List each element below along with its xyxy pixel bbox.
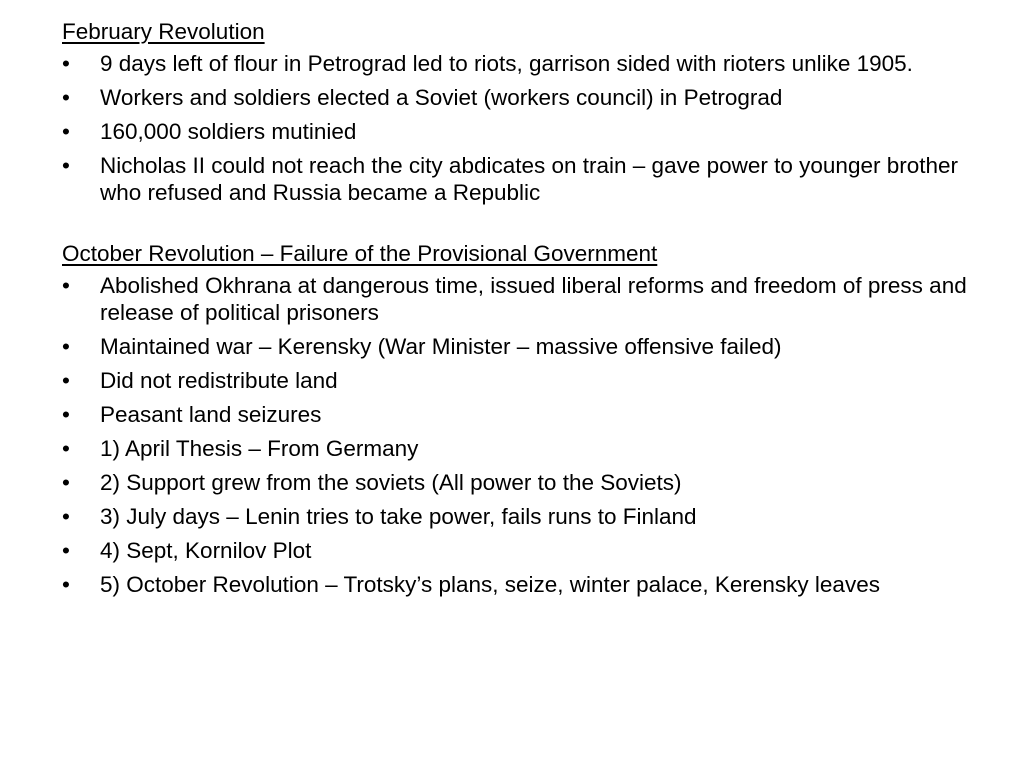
list-item: [62, 537, 972, 564]
list-item: [62, 272, 972, 326]
bullet-dot-icon: •: [62, 153, 70, 178]
bullet-dot-icon: •: [62, 334, 70, 359]
bullet-dot-icon: •: [62, 119, 70, 144]
list-item: [62, 435, 972, 462]
bullet-text: 3) July days – Lenin tries to take power, fails runs to Finland: [100, 504, 697, 529]
bullet-dot-icon: •: [62, 538, 70, 563]
bullet-dot-icon: •: [62, 85, 70, 110]
list-item: [62, 50, 972, 77]
section-heading: February Revolution: [62, 19, 265, 44]
bullet-dot-icon: •: [62, 368, 70, 393]
bullet-text: 160,000 soldiers mutinied: [100, 119, 357, 144]
section-february-revolution: [62, 18, 972, 206]
section-heading: October Revolution – Failure of the Provisional Government: [62, 241, 658, 266]
bullet-text: Maintained war – Kerensky (War Minister – massive offensive failed): [100, 334, 782, 359]
bullet-text: 5) October Revolution – Trotsky’s plans, seize, winter palace, Kerensky leaves: [100, 572, 880, 597]
bullet-text: Did not redistribute land: [100, 368, 338, 393]
list-item: [62, 469, 972, 496]
bullet-text: 9 days left of flour in Petrograd led to riots, garrison sided with rioters unlike 1905.: [100, 51, 913, 76]
list-item: [62, 401, 972, 428]
bullet-text: 1) April Thesis – From Germany: [100, 436, 419, 461]
bullet-dot-icon: •: [62, 572, 70, 597]
list-item: [62, 333, 972, 360]
list-item: [62, 118, 972, 145]
bullet-text: Abolished Okhrana at dangerous time, issued liberal reforms and freedom of press and release of political prisoners: [100, 273, 967, 325]
bullet-dot-icon: •: [62, 504, 70, 529]
bullet-list: [62, 50, 972, 206]
section-october-revolution: [62, 240, 972, 598]
bullet-dot-icon: •: [62, 436, 70, 461]
bullet-text: 2) Support grew from the soviets (All power to the Soviets): [100, 470, 682, 495]
section-spacer: [62, 213, 972, 240]
bullet-text: Nicholas II could not reach the city abdicates on train – gave power to younger brother who refused and Russia became a Republic: [100, 153, 958, 205]
bullet-dot-icon: •: [62, 51, 70, 76]
list-item: [62, 152, 972, 206]
bullet-text: Peasant land seizures: [100, 402, 322, 427]
list-item: [62, 84, 972, 111]
bullet-dot-icon: •: [62, 273, 70, 298]
list-item: [62, 367, 972, 394]
list-item: [62, 571, 972, 598]
bullet-text: Workers and soldiers elected a Soviet (workers council) in Petrograd: [100, 85, 783, 110]
bullet-list: [62, 272, 972, 598]
slide-content: [62, 18, 972, 605]
bullet-dot-icon: •: [62, 470, 70, 495]
bullet-text: 4) Sept, Kornilov Plot: [100, 538, 312, 563]
bullet-dot-icon: •: [62, 402, 70, 427]
list-item: [62, 503, 972, 530]
